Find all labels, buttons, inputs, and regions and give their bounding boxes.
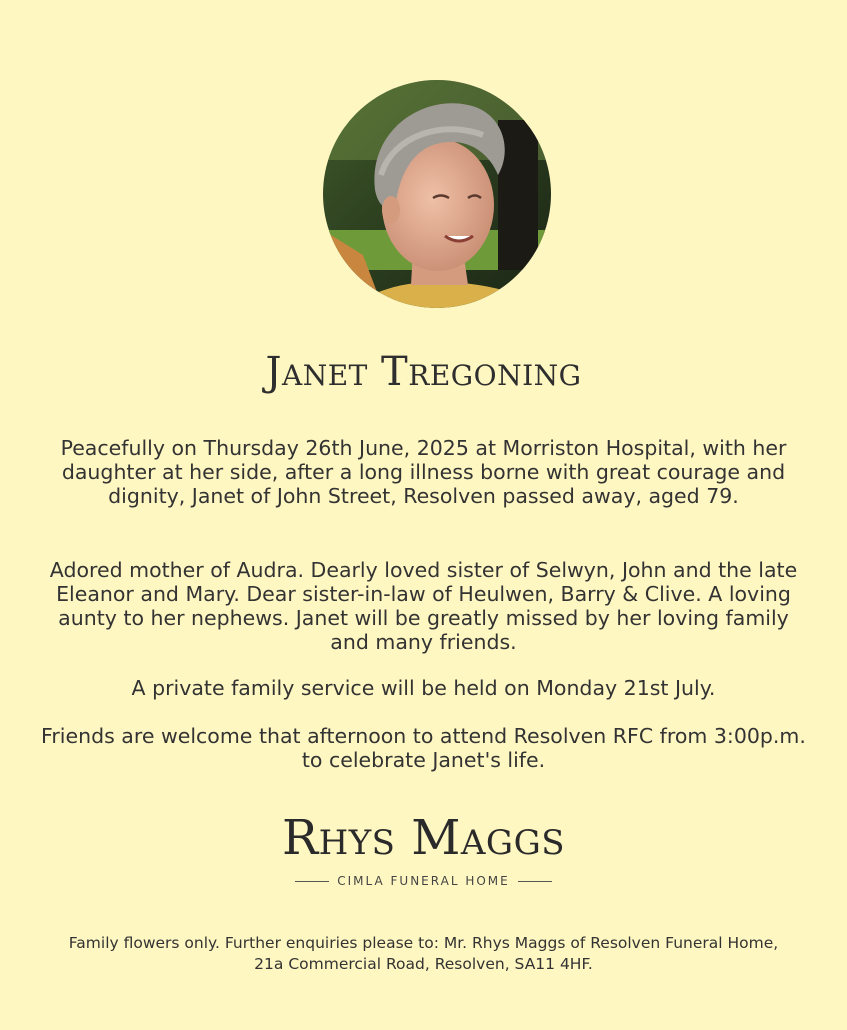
notice-paragraph-celebration: Friends are welcome that afternoon to attend Resolven RFC from 3:00p.m. to celebrate Janet's life. — [41, 724, 806, 772]
notice-paragraph-service: A private family service will be held on Monday 21st July. — [131, 676, 716, 700]
person-photo-icon — [323, 80, 551, 308]
divider-left — [295, 881, 329, 882]
funeral-home-logo: Rhys Maggs — [281, 810, 566, 866]
notice-paragraph-death: Peacefully on Thursday 26th June, 2025 at Morriston Hospital, with her daughter at her side, after a long illness borne with great courage and dignity, Janet of John Street, Resolven passed away, aged 79. — [60, 436, 787, 508]
deceased-name: Janet Tregoning — [265, 349, 582, 395]
divider-right — [518, 881, 552, 882]
portrait-photo — [323, 80, 551, 308]
footer-contact-note: Family flowers only. Further enquiries please to: Mr. Rhys Maggs of Resolven Funeral Home, 21a Commercial Road, Resolven, SA11 4HF. — [68, 934, 779, 973]
funeral-home-tagline: CIMLA FUNERAL HOME — [337, 874, 510, 888]
funeral-home-tagline-row — [0, 871, 847, 891]
notice-paragraph-family: Adored mother of Audra. Dearly loved sister of Selwyn, John and the late Eleanor and Mary. Dear sister-in-law of Heulwen, Barry & Clive. A loving aunty to her nephews. Janet will be greatly missed by her loving family and many friends. — [49, 558, 798, 654]
